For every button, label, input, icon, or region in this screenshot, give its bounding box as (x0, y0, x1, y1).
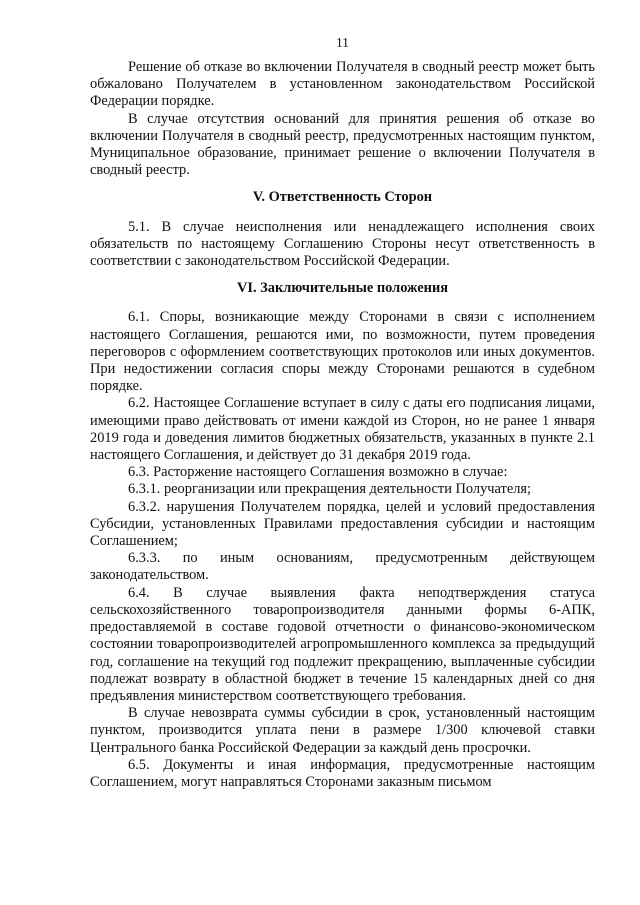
clause-6-3: 6.3. Расторжение настоящего Соглашения возможно в случае: (128, 464, 508, 481)
intro-paragraph-1: Решение об отказе во включении Получателя в сводный реестр может быть обжаловано Получателем в установленном законодательством Российской Федерации порядке. (90, 59, 595, 110)
clause-6-4-penalty: В случае невозврата суммы субсидии в срок, установленный настоящим пунктом, производится уплата пени в размере 1/300 ключевой ставки Центрального банка Российской Федерации за каждый день просрочки. (90, 705, 595, 756)
clause-5-1: 5.1. В случае неисполнения или ненадлежащего исполнения своих обязательств по настоящему Соглашению Стороны несут ответственность в соответствии с законодательством Российской Федерации. (90, 218, 595, 270)
page-number: 11 (336, 35, 349, 50)
clause-6-1: 6.1. Споры, возникающие между Сторонами в связи с исполнением настоящего Соглашения, решаются ими, по возможности, путем проведения переговоров с оформлением соответствующих протоколов или иных документов. При недостижении согласия споры между Сторонами решаются в судебном порядке. (90, 309, 595, 395)
section-5-heading: V. Ответственность Сторон (252, 189, 433, 206)
clause-6-5: 6.5. Документы и иная информация, предусмотренные настоящим Соглашением, могут направляться Сторонами заказным письмом (90, 756, 595, 790)
document-page (90, 34, 595, 791)
section-6-heading: VI. Заключительные положения (236, 280, 449, 297)
clause-6-3-3: 6.3.3. по иным основаниям, предусмотренным действующем законодательством. (90, 550, 595, 584)
clause-6-3-1: 6.3.1. реорганизации или прекращения деятельности Получателя; (128, 481, 532, 498)
clause-6-2: 6.2. Настоящее Соглашение вступает в силу с даты его подписания лицами, имеющими право действовать от имени каждой из Сторон, но не ранее 1 января 2019 года и доведения лимитов бюджетных обязательств, указанных в пункте 2.1 настоящего Соглашения, и действует до 31 декабря 2019 года. (90, 395, 595, 464)
clause-6-4: 6.4. В случае выявления факта неподтверждения статуса сельскохозяйственного товаропроизводителя данными формы 6-АПК, предоставляемой в составе годовой отчетности о финансово-экономическом состоянии товаропроизводителей агропромышленного комплекса за предыдущий год, соглашение на текущий год подлежит прекращению, выплаченные субсидии подлежат возврату в областной бюджет в течение 15 календарных дней со дня предъявления министерством соответствующего требования. (90, 584, 595, 704)
clause-6-3-2: 6.3.2. нарушения Получателем порядка, целей и условий предоставления Субсидии, установленных Правилами предоставления субсидии и настоящим Соглашением; (90, 498, 595, 550)
intro-paragraph-2: В случае отсутствия оснований для принятия решения об отказе во включении Получателя в сводный реестр, предусмотренных настоящим пунктом, Муниципальное образование, принимает решение о включении Получателя в сводный реестр. (90, 110, 595, 179)
